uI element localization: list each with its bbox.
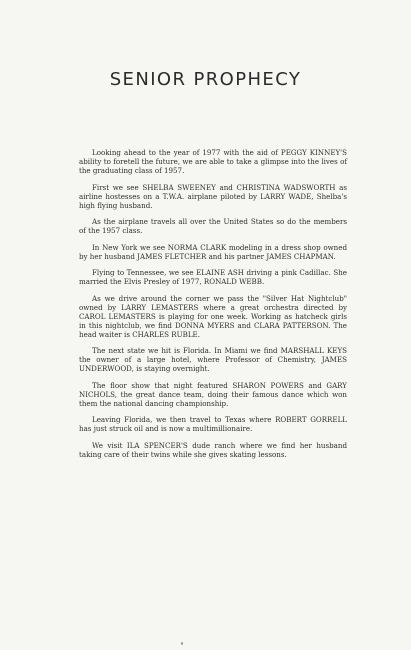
paragraph: Looking ahead to the year of 1977 with the aid of PEGGY KINNEY'S ability to foretell the future, we are able to take a glimpse into the lives of the graduating class of 1957. bbox=[79, 148, 347, 175]
page-title: SENIOR PROPHECY bbox=[109, 69, 302, 90]
paragraph: In New York we see NORMA CLARK modeling in a dress shop owned by her husband JAMES FLETCHER and his partner JAMES CHAPMAN. bbox=[79, 242, 347, 261]
paragraph: The floor show that night featured SHARON POWERS and GARY NICHOLS, the great dance team, doing their famous dance which won them the national dancing championship. bbox=[79, 380, 347, 408]
page-speck bbox=[181, 642, 183, 645]
paragraph: Flying to Tennessee, we see ELAINE ASH driving a pink Cadillac. She married the Elvis Presley of 1977, RONALD WEBB. bbox=[79, 268, 347, 286]
prophecy-body bbox=[79, 148, 347, 466]
paragraph: Leaving Florida, we then travel to Texas where ROBERT GORRELL has just struck oil and is now a multimillionaire. bbox=[79, 415, 347, 433]
paragraph: As we drive around the corner we pass the "Silver Hat Nightclub" owned by LARRY LEMASTERS where a great orchestra directed by CAROL LEMASTERS is playing for one week. Working as hatcheck girls in this nightclub, we find DONNA MYERS and CLARA PATTERSON. The head waiter is CHARLES RUBLE. bbox=[79, 293, 347, 339]
paragraph: First we see SHELBA SWEENEY and CHRISTINA WADSWORTH as airline hostesses on a T.W.A. airplane piloted by LARRY WADE, Shelba's high flying husband. bbox=[79, 182, 347, 210]
paragraph: We visit ILA SPENCER'S dude ranch where we find her husband taking care of their twins while she gives skating lessons. bbox=[79, 440, 347, 459]
paragraph: As the airplane travels all over the United States so do the members of the 1957 class. bbox=[79, 217, 347, 235]
paragraph: The next state we hit is Florida. In Miami we find MARSHALL KEYS the owner of a large hotel, where Professor of Chemistry, JAMES UNDERWOOD, is staying overnight. bbox=[79, 346, 347, 373]
